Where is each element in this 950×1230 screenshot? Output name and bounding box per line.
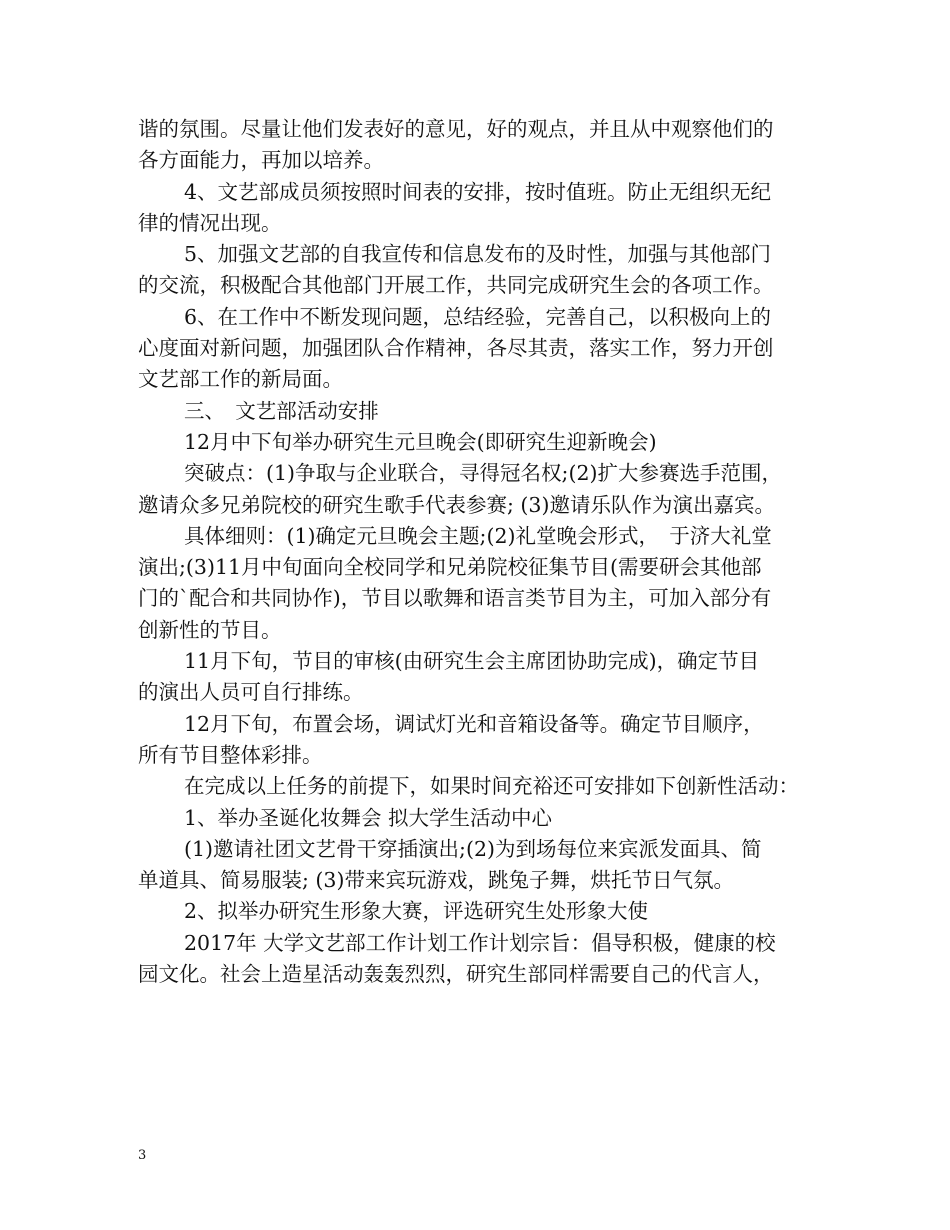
text-line: 12月中下旬举办研究生元旦晚会(即研究生迎新晚会) — [184, 429, 657, 454]
text-line: 门的`配合和共同协作)，节目以歌舞和语言类节目为主，可加入部分有 — [138, 586, 772, 611]
text-line: 各方面能力，再加以培养。 — [138, 148, 384, 173]
text-line: 所有节目整体彩排。 — [138, 742, 323, 767]
page-number: 3 — [138, 1148, 147, 1163]
text-line: 突破点：(1)争取与企业联合，寻得冠名权;(2)扩大参赛选手范围， — [184, 461, 782, 486]
text-line: 心度面对新问题，加强团队合作精神，各尽其责，落实工作，努力开创 — [138, 336, 774, 361]
text-line: 在完成以上任务的前提下，如果时间充裕还可安排如下创新性活动： — [184, 774, 799, 799]
document-body — [138, 114, 828, 990]
text-line: (1)邀请社团文艺骨干穿插演出;(2)为到场每位来宾派发面具、简 — [184, 836, 762, 861]
text-line: 5、加强文艺部的自我宣传和信息发布的及时性，加强与其他部门 — [184, 242, 772, 267]
text-line: 文艺部工作的新局面。 — [138, 367, 343, 392]
text-line: 6、在工作中不断发现问题，总结经验，完善自己，以积极向上的 — [184, 304, 772, 329]
text-line: 的演出人员可自行排练。 — [138, 680, 364, 705]
text-line: 2017年 大学文艺部工作计划工作计划宗旨：倡导积极，健康的校 — [184, 930, 776, 955]
text-line: 11月下旬，节目的审核(由研究生会主席团协助完成)，确定节目 — [184, 649, 760, 674]
text-line: 2、拟举办研究生形象大赛，评选研究生处形象大使 — [184, 899, 649, 924]
text-line: 12月下旬，布置会场，调试灯光和音箱设备等。确定节目顺序， — [184, 711, 764, 736]
text-line: 具体细则：(1)确定元旦晚会主题;(2)礼堂晚会形式， 于济大礼堂 — [184, 523, 772, 548]
text-line: 邀请众多兄弟院校的研究生歌手代表参赛; (3)邀请乐队作为演出嘉宾。 — [138, 492, 775, 517]
text-line: 1、举办圣诞化妆舞会 拟大学生活动中心 — [184, 805, 553, 830]
text-line: 律的情况出现。 — [138, 210, 282, 235]
text-line: 的交流，积极配合其他部门开展工作，共同完成研究生会的各项工作。 — [138, 273, 774, 298]
text-line: 演出;(3)11月中旬面向全校同学和兄弟院校征集节目(需要研会其他部 — [138, 555, 762, 580]
text-line: 谐的氛围。尽量让他们发表好的意见，好的观点，并且从中观察他们的 — [138, 117, 774, 141]
text-line: 4、文艺部成员须按照时间表的安排，按时值班。防止无组织无纪 — [184, 179, 772, 204]
text-line: 园文化。社会上造星活动轰轰烈烈，研究生部同样需要自己的代言人， — [138, 962, 774, 987]
text-line: 创新性的节目。 — [138, 617, 282, 642]
text-line: 三、 文艺部活动安排 — [184, 398, 379, 423]
text-line: 单道具、简易服装; (3)带来宾玩游戏，跳兔子舞，烘托节日气氛。 — [138, 868, 734, 893]
